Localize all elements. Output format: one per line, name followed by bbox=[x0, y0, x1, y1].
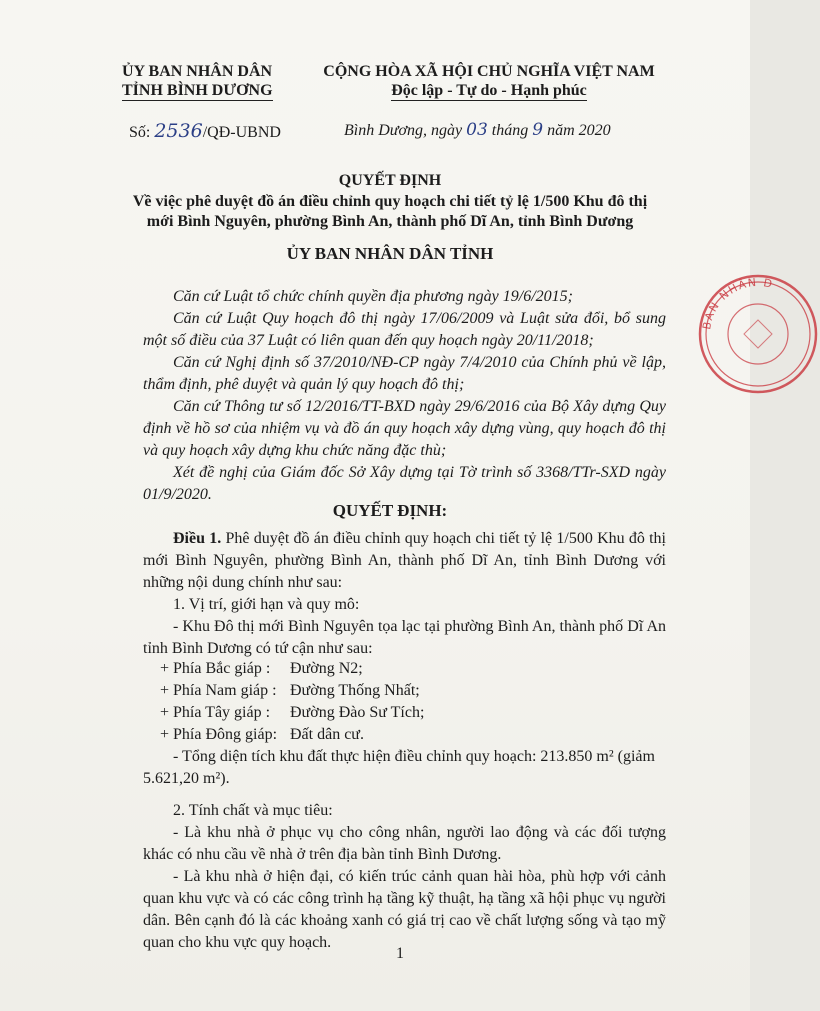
issuing-authority: ỦY BAN NHÂN DÂN TỈNH bbox=[286, 244, 494, 263]
document-date bbox=[344, 120, 611, 140]
section-2-heading: 2. Tính chất và mục tiêu: bbox=[173, 802, 333, 819]
number-prefix: Số: bbox=[129, 124, 151, 141]
date-prefix: Bình Dương, ngày bbox=[344, 122, 463, 139]
national-motto-underlined: Độc lập - Tự do - Hạnh phúc bbox=[391, 82, 587, 99]
official-seal bbox=[696, 272, 820, 396]
preamble-item: Căn cứ Luật Quy hoạch đô thị ngày 17/06/2009 và Luật sửa đổi, bổ sung một số điều của 37 Luật có liên quan đến quy hoạch ngày 20/11/2018; bbox=[143, 310, 666, 349]
date-day: 03 bbox=[466, 120, 488, 140]
agency-name-line2 bbox=[122, 82, 273, 100]
border-value: Đường N2; bbox=[290, 660, 363, 677]
section-2-item: - Là khu nhà ở hiện đại, có kiến trúc cảnh quan hài hòa, phù hợp với cảnh quan khu vực và có các công trình hạ tầng kỹ thuật, hạ tầng xã hội phục vụ người dân. Bên cạnh đó là các khoảng xanh có giá trị cao về chất lượng sống và tạo mỹ quan cho khu vực quy hoạch. bbox=[143, 868, 666, 951]
area-line-2: 5.621,20 m²). bbox=[143, 770, 230, 787]
border-value: Đường Thống Nhất; bbox=[290, 682, 420, 699]
preamble-item: Căn cứ Thông tư số 12/2016/TT-BXD ngày 29/6/2016 của Bộ Xây dựng Quy định về hồ sơ của nhiệm vụ và đồ án quy hoạch xây dựng vùng, quy hoạch đô thị và quy hoạch xây dựng khu chức năng đặc thù; bbox=[143, 398, 666, 459]
document-title: QUYẾT ĐỊNH bbox=[338, 172, 442, 189]
border-label: + Phía Nam giáp : bbox=[160, 682, 277, 699]
border-label: + Phía Tây giáp : bbox=[160, 704, 271, 721]
document-subject-line1: Về việc phê duyệt đồ án điều chỉnh quy hoạch chi tiết tỷ lệ 1/500 Khu đô thị bbox=[132, 193, 648, 210]
preamble-item: Căn cứ Luật tổ chức chính quyền địa phương ngày 19/6/2015; bbox=[173, 288, 573, 305]
svg-text:BAN NHÂN D: BAN NHÂN D bbox=[700, 275, 775, 331]
document-subject-line2: mới Bình Nguyên, phường Bình An, thành phố Dĩ An, tỉnh Bình Dương bbox=[146, 213, 634, 230]
document-number bbox=[129, 120, 281, 142]
preamble-item: Căn cứ Nghị định số 37/2010/NĐ-CP ngày 7/4/2010 của Chính phủ về lập, thẩm định, phê duyệt và quản lý quy hoạch đô thị; bbox=[143, 354, 666, 393]
number-suffix: /QĐ-UBND bbox=[202, 124, 281, 141]
page-number: 1 bbox=[396, 945, 404, 962]
agency-name-line1: ỦY BAN NHÂN DÂN bbox=[122, 63, 273, 80]
date-month: 9 bbox=[532, 120, 544, 140]
article-1 bbox=[143, 528, 666, 594]
article-1-text: Phê duyệt đồ án điều chỉnh quy hoạch chi tiết tỷ lệ 1/500 Khu đô thị mới Bình Nguyên, phường Bình An, thành phố Dĩ An, tỉnh Bình Dương với những nội dung chính như sau: bbox=[143, 530, 667, 591]
agency-name-underlined: TỈNH BÌNH DƯƠNG bbox=[122, 82, 273, 99]
section-1-intro: - Khu Đô thị mới Bình Nguyên tọa lạc tại phường Bình An, thành phố Dĩ An tỉnh Bình Dương có tứ cận như sau: bbox=[143, 618, 666, 657]
border-label: + Phía Bắc giáp : bbox=[160, 660, 271, 677]
section-1-heading: 1. Vị trí, giới hạn và quy mô: bbox=[173, 596, 360, 613]
date-year: năm 2020 bbox=[547, 122, 611, 139]
national-motto bbox=[316, 82, 662, 100]
area-line-1: - Tổng diện tích khu đất thực hiện điều chỉnh quy hoạch: 213.850 m² (giảm bbox=[173, 748, 655, 765]
date-month-label: tháng bbox=[491, 122, 529, 139]
preamble-item: Xét đề nghị của Giám đốc Sở Xây dựng tại Tờ trình số 3368/TTr-SXD ngày 01/9/2020. bbox=[143, 464, 666, 503]
border-value: Đường Đào Sư Tích; bbox=[290, 704, 425, 721]
national-title: CỘNG HÒA XÃ HỘI CHỦ NGHĨA VIỆT NAM bbox=[323, 63, 655, 80]
border-value: Đất dân cư. bbox=[290, 726, 364, 743]
border-label: + Phía Đông giáp: bbox=[160, 726, 278, 743]
section-2-item: - Là khu nhà ở phục vụ cho công nhân, người lao động và các đối tượng khác có nhu cầu về nhà ở trên địa bàn tỉnh Bình Dương. bbox=[143, 824, 666, 863]
decision-heading: QUYẾT ĐỊNH: bbox=[332, 501, 448, 520]
number-handwritten: 2536 bbox=[154, 120, 203, 142]
article-1-label: Điều 1. bbox=[173, 530, 222, 547]
